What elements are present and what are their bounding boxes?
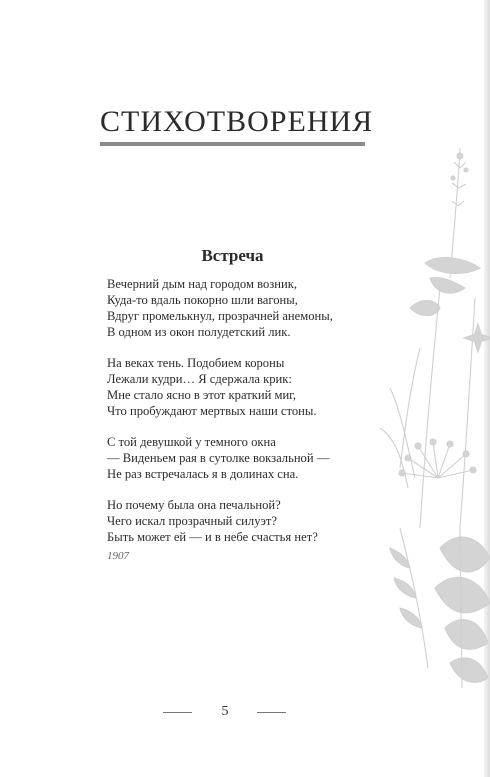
poem-line: Вечерний дым над городом возник, [107, 277, 297, 291]
stanza [107, 355, 387, 419]
page-footer [0, 702, 490, 722]
poem-line: Мне стало ясно в этот краткий миг, [107, 388, 297, 402]
poem-line: Быть может ей — и в небе счастья нет? [107, 530, 318, 544]
poem-line: Вдруг промелькнул, прозрачней анемоны, [107, 309, 333, 323]
footer-rule-left [163, 712, 192, 713]
section-title: СТИХОТВОРЕНИЯ [100, 105, 374, 138]
poem-date: 1907 [107, 550, 129, 562]
stanza [107, 434, 387, 482]
footer-rule-right [257, 712, 286, 713]
stanza [107, 497, 387, 545]
poem-line: Чего искал прозрачный силуэт? [107, 514, 277, 528]
poem-line: Куда-то вдаль покорно шли вагоны, [107, 293, 298, 307]
poem-line: Не раз встречалась я в долинах сна. [107, 467, 299, 481]
poem-line: Лежали кудри… Я сдержала крик: [107, 372, 292, 386]
wildflowers-illustration-icon [380, 148, 490, 688]
poem-line: — Виденьем рая в сутолке вокзальной — [107, 451, 330, 465]
poem-line: Но почему была она печальной? [107, 498, 281, 512]
poem-title: Встреча [201, 246, 264, 265]
title-underline [100, 142, 365, 146]
stanza [107, 276, 387, 340]
page-number: 5 [221, 704, 229, 719]
poem-line: С той девушкой у темного окна [107, 435, 276, 449]
poem-line: На веках тень. Подобием короны [107, 356, 285, 370]
poem-body [107, 276, 387, 562]
poem-line: Что пробуждают мертвых наши стоны. [107, 404, 317, 418]
poem-line: В одном из окон полудетский лик. [107, 325, 291, 339]
